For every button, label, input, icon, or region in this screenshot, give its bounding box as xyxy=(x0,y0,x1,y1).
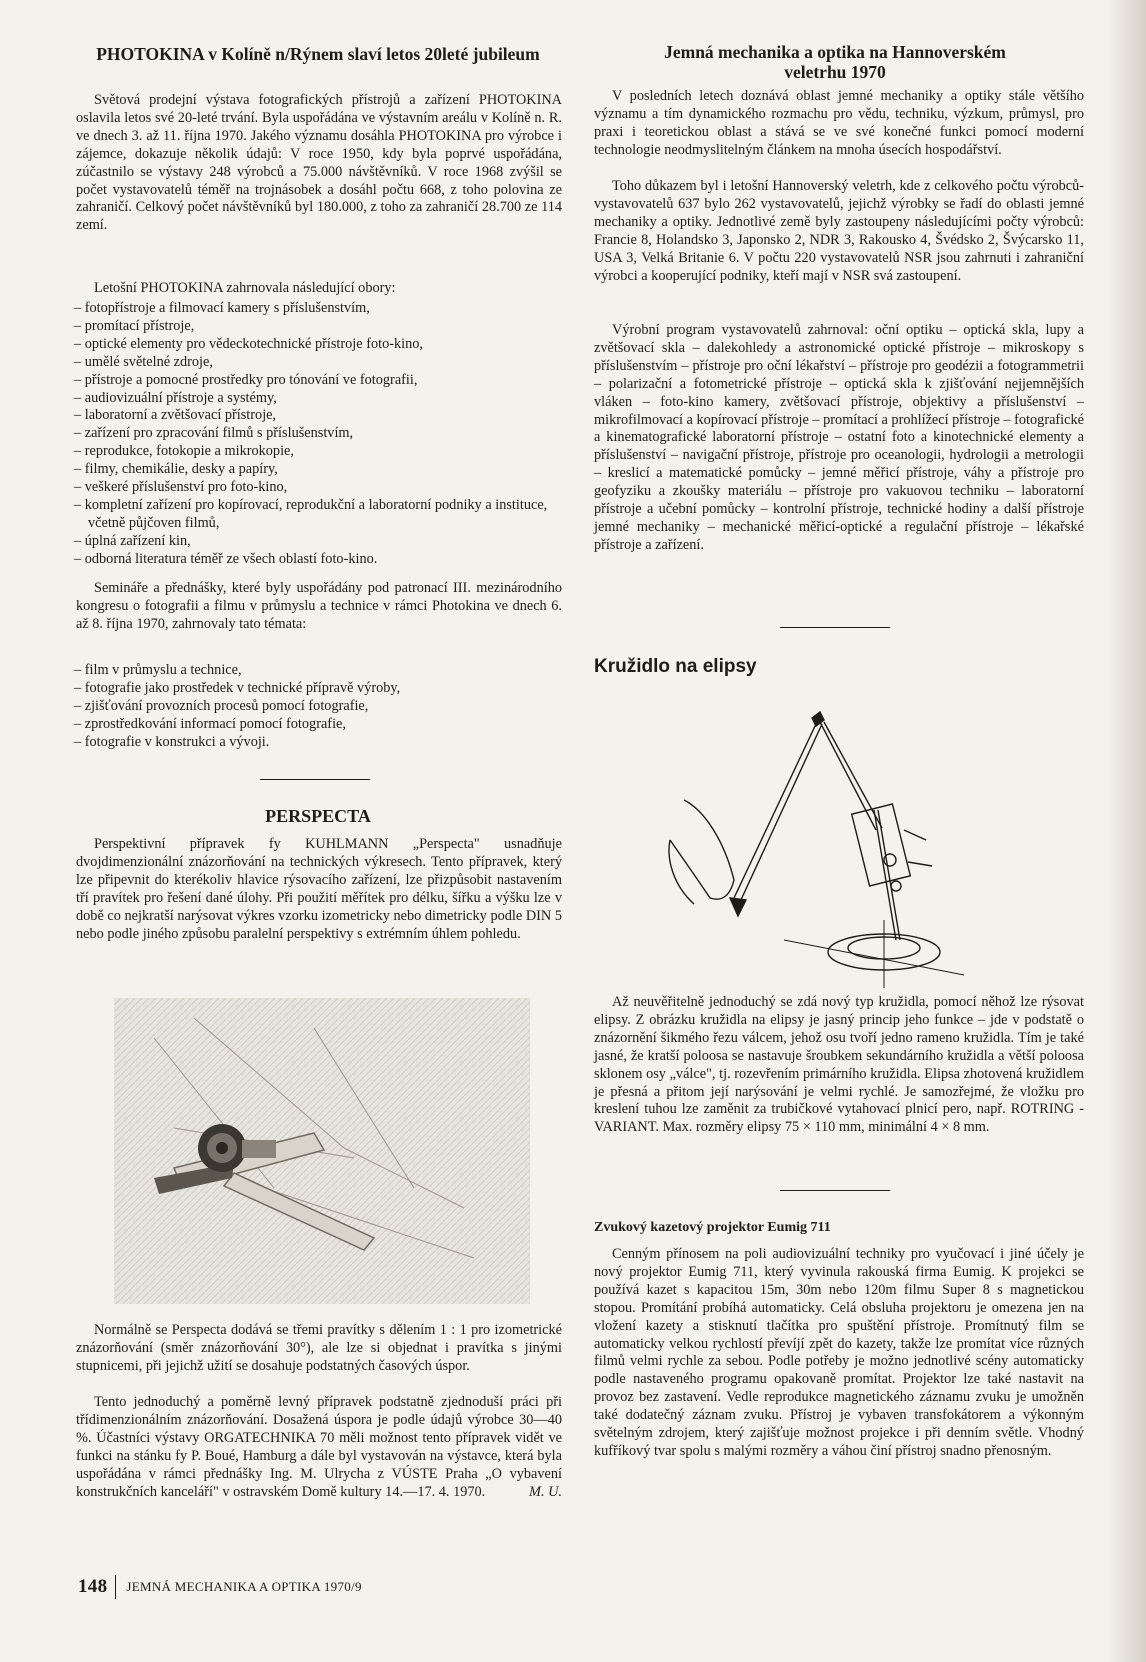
eumig-title: Zvukový kazetový projektor Eumig 711 xyxy=(594,1220,831,1235)
footer-divider xyxy=(115,1575,116,1599)
list-item: – přístroje a pomocné prostředky pro tónování ve fotografii, xyxy=(74,372,564,390)
hannover-paragraph-3: Výrobní program vystavovatelů zahrnoval: oční optiku – optická skla, lupy a zvětšovací skla – dalekohledy a astronomické optické přístroje – mikroskopy s příslušenstvím – přístroje pro oční lékařství – přístroje pro geodézii a fotogrammetrii – polarizační a fotometrické přístroje – optická skla k zjišťování nejjemnějších vláken – foto-kino kamery, zvětšovací přístroje, objektivy a příslušenství – mikrofilmovací a kopírovací přístroje – promítací a prohlížecí přístroje – fotografické a kinematografické laboratorní přístroje – ostatní foto a kinotechnické elementy a příslušenství – navigační přístroje, přístroje pro oceanologii, hydrologii a metrologii – kreslicí a matematické pomůcky – jemné měřicí přístroje, váhy a přístroje pro geofyziku a zkoušky materiálu – přístroje pro vakuovou techniku – laboratorní přístroje a učební pomůcky – kontrolní přístroje, technické hodiny a další přístroje jemné mechaniky – mechanické měřicí-optické a regulační přístroje – lékařské přístroje a zařízení. xyxy=(594,322,1084,553)
photokina-seminars-intro: Semináře a přednášky, které byly uspořádány pod patronací III. mezinárodního kongresu o fotografii a filmu v průmyslu a technice v rámci Photokina ve dnech 6. až 8. října 1970, zahrnovaly tato témata: xyxy=(76,580,562,632)
list-item: – zprostředkování informací pomocí fotografie, xyxy=(74,716,564,734)
list-item: – veškeré příslušenství pro foto-kino, xyxy=(74,479,564,497)
journal-name: JEMNÁ MECHANIKA A OPTIKA 1970/9 xyxy=(126,1579,362,1594)
list-item: – fotografie jako prostředek v technické přípravě výroby, xyxy=(74,680,564,698)
list-item: – fotografie v konstrukci a vývoji. xyxy=(74,734,564,752)
list-item: – fotopřístroje a filmovací kamery s příslušenstvím, xyxy=(74,300,564,318)
perspecta-paragraph-3-text: Tento jednoduchý a poměrně levný přípravek podstatně zjednoduší práci při třídimenzionálním znázorňování. Dosažená úspora je podle údajů výrobce 30—40 %. Účastníci výstavy ORGATECHNIKA 70 měli možnost tento přípravek vidět ve funkci na stánku fy P. Boué, Hamburg a dále byl vystavován na výstavce, která byla uspořádána v rámci přednášky Ing. M. Ulrycha z VÚSTE Praha „O vybavení konstrukčních kanceláří" v ostravském Domě kultury 14.—17. 4. 1970. xyxy=(76,1394,562,1500)
list-item: – umělé světelné zdroje, xyxy=(74,354,564,372)
perspecta-paragraph-1: Perspektivní přípravek fy KUHLMANN „Perspecta" usnadňuje dvojdimenzionální znázorňování na technických výkresech. Tento přípravek, který lze připevnit do kterékoliv hlavice rýsovacího zařízení, lze přizpůsobit nastavením tří pravítek pro řešení dané úlohy. Při použití měřítek pro délku, šířku a výšku lze v době co nejkratší narýsovat výkres vzorku izometricky nebo dimetricky podle DIN 5 nebo podle jiného způsobu paralelní perspektivy s extrémním úhlem pohledu. xyxy=(76,836,562,942)
kruzidlo-title: Kružidlo na elipsy xyxy=(594,656,757,677)
photokina-intro: Světová prodejní výstava fotografických přístrojů a zařízení PHOTOKINA oslavila letos své 20-leté trvání. Byla uspořádána ve výstavním areálu v Kolíně n. R. ve dnech 3. až 11. října 1970. Jakého významu dosáhla PHOTOKINA pro výrobce i zájemce, dokazuje několik údajů: V roce 1950, kdy byla poprvé uspořádána, zúčastnilo se výstavy 248 výrobců a 75.000 návštěvníků. V roce 1968 zvýšil se počet vystavovatelů téměř na trojnásobek a dosáhl počtu 668, z toho polovina ze zahraničí. Celkový počet návštěvníků byl 180.000, z toho za zahraničí 28.700 ze 114 zemí. xyxy=(76,92,562,234)
section-divider xyxy=(260,779,370,780)
ellipse-compass-drawing xyxy=(664,690,994,990)
list-item: – filmy, chemikálie, desky a papíry, xyxy=(74,461,564,479)
photokina-fields-intro: Letošní PHOTOKINA zahrnovala následující obory: xyxy=(94,280,396,296)
list-item: – optické elementy pro vědeckotechnické přístroje foto-kino, xyxy=(74,336,564,354)
list-item: – film v průmyslu a technice, xyxy=(74,662,564,680)
list-item: – audiovizuální přístroje a systémy, xyxy=(74,390,564,408)
list-item: – laboratorní a zvětšovací přístroje, xyxy=(74,407,564,425)
list-item: – kompletní zařízení pro kopírovací, reprodukční a laboratorní podniky a instituce, včetně půjčoven filmů, xyxy=(74,497,564,533)
page-footer xyxy=(78,1575,362,1599)
perspecta-photo-graphic xyxy=(114,998,530,1304)
author-signature: M. U. xyxy=(529,1483,562,1500)
compass-illustration xyxy=(664,690,994,990)
list-item: – reprodukce, fotokopie a mikrokopie, xyxy=(74,443,564,461)
perspecta-device-photo xyxy=(114,998,530,1304)
section-divider xyxy=(780,627,890,628)
page-binding-shadow xyxy=(1106,0,1146,1662)
photokina-title: PHOTOKINA v Kolíně n/Rýnem slaví letos 20leté jubileum xyxy=(96,44,540,64)
list-item: – odborná literatura téměř ze všech oblastí foto-kino. xyxy=(74,551,564,569)
photokina-topics-list xyxy=(74,662,564,752)
list-item: – zařízení pro zpracování filmů s příslušenstvím, xyxy=(74,425,564,443)
photokina-fields-list xyxy=(74,300,564,569)
hannover-title: Jemná mechanika a optika na Hannoverském veletrhu 1970 xyxy=(664,42,1006,82)
page-number: 148 xyxy=(78,1576,108,1597)
hannover-paragraph-1: V posledních letech doznává oblast jemné mechaniky a optiky stále většího významu a tím dynamického rozmachu pro vědu, techniku, výzkum, průmysl, pro praxi i teoretickou oblast a stává se ve své konečné funkci pomocí moderní technologie neodmyslitelným článkem na mnoha úsecích hospodářství. xyxy=(594,88,1084,158)
perspecta-title: PERSPECTA xyxy=(265,806,371,826)
list-item: – promítací přístroje, xyxy=(74,318,564,336)
perspecta-paragraph-2: Normálně se Perspecta dodává se třemi pravítky s dělením 1 : 1 pro izometrické znázorňování (směr znázorňování 30°), ale lze si objednat i pravítka s jinými stupnicemi, při jejichž užití se dosahuje podstatných časových úspor. xyxy=(76,1322,562,1374)
section-divider xyxy=(780,1190,890,1191)
list-item: – úplná zařízení kin, xyxy=(74,533,564,551)
hannover-paragraph-2: Toho důkazem byl i letošní Hannoverský veletrh, kde z celkového počtu výrobců-vystavovatelů 637 bylo 262 vystavovatelů, jejichž výrobky se řadí do oblasti jemné mechaniky a optiky. Jednotlivé země byly zastoupeny následujícími počty výrobců: Francie 8, Holandsko 3, Japonsko 2, NDR 3, Rakousko 4, Švédsko 2, Švýcarsko 11, USA 3, Velká Britanie 6. V počtu 220 vystavovatelů NSR jsou zahrnuti i zahraniční výrobci a kooperující podniky, kteří mají v NSR svá zastoupení. xyxy=(594,178,1084,284)
perspecta-paragraph-3 xyxy=(76,1394,562,1501)
eumig-paragraph: Cenným přínosem na poli audiovizuální techniky pro vyučovací i jiné účely je nový projektor Eumig 711, který vyvinula rakouská firma Eumig. K projekci se používá kazet s kapacitou 15m, 30m nebo 120m filmu Super 8 s magnetickou stopou. Promítání probíhá automaticky. Celá obsluha projektoru je omezena jen na vložení kazety a stisknutí tlačítka pro spuštění přístroje. Promítnutý film se automaticky velkou rychlostí převíjí zpět do kazety, takže lze promítat více různých filmů velmi rychle za sebou. Podle potřeby je možno jednotlivé scény automaticky podle nastaveného programu opakovaně promítat. Projektor lze také nastavit na provoz bez zastavení. Vedle reprodukce magnetického záznamu zvuku je umožněn také dodatečný záznam zvuku. Přístroj je vybaven transfokátorem a výkonným světelným zdrojem, který zajišťuje možnost projekce i při denním světle. Vhodný kufříkový tvar spolu s malými rozměry a váhou činí přístroj snadno přenosným. xyxy=(594,1246,1084,1459)
list-item: – zjišťování provozních procesů pomocí fotografie, xyxy=(74,698,564,716)
kruzidlo-paragraph: Až neuvěřitelně jednoduchý se zdá nový typ kružidla, pomocí něhož lze rýsovat elipsy. Z obrázku kružidla na elipsy je jasný princip jeho funkce – jde v podstatě o znázornění šikmého řezu válcem, jehož osu tvoří jedno rameno kružidla. Tím je také jasné, že kratší poloosa se nastavuje šroubkem sekundárního kružidla a větší poloosa sklonem osy „válce", tj. rozevřením primárního kružidla. Elipsa zhotovená kružidlem je přesná a přitom její narýsování je velmi rychlé. Je samozřejmé, že vložku pro kreslení tuhou lze zaměnit za trubičkové vytahovací plnicí pero, např. ROTRING - VARIANT. Max. rozměry elipsy 75 × 110 mm, minimální 4 × 8 mm. xyxy=(594,994,1084,1136)
